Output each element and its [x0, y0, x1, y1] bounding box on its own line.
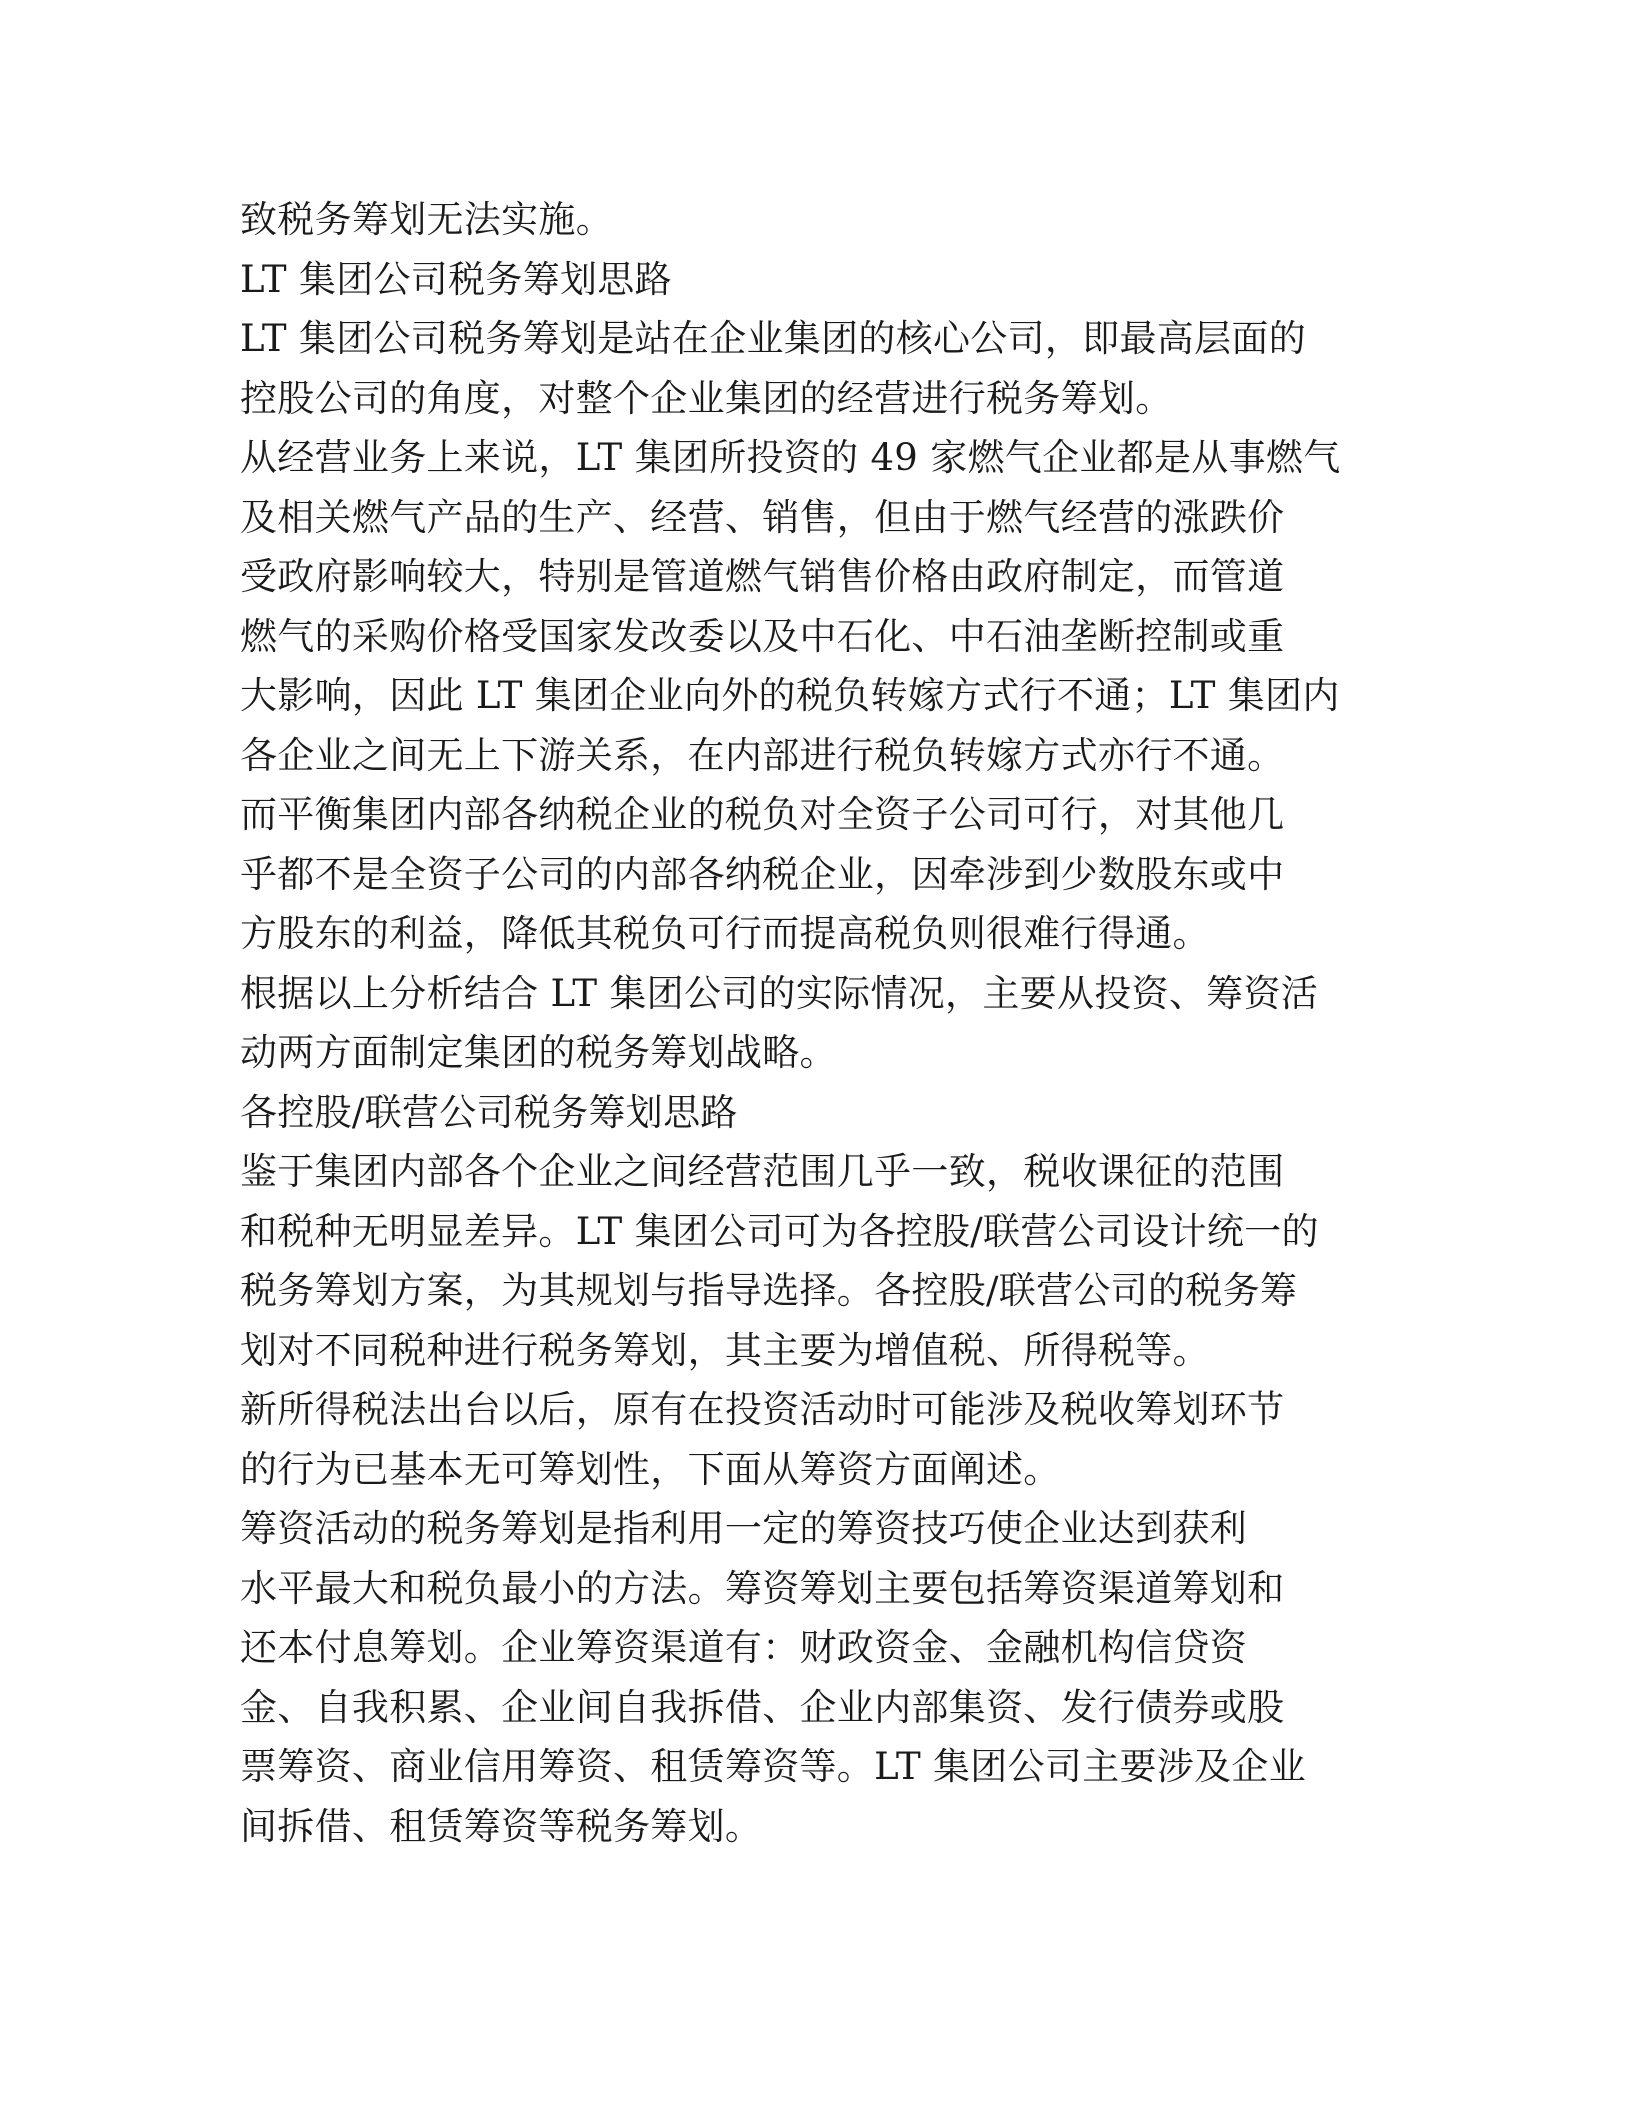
text-line: 间拆借、租赁筹资等税务筹划。	[240, 1804, 763, 1848]
text-line: 动两方面制定集团的税务筹划战略。	[240, 1031, 837, 1074]
text-line: 而平衡集团内部各纳税企业的税负对全资子公司可行，对其他几	[240, 793, 1285, 836]
section-heading: LT 集团公司税务筹划思路	[240, 257, 672, 301]
text-line: 大影响，因此 LT 集团企业向外的税负转嫁方式行不通；LT 集团内	[240, 674, 1340, 717]
text-line: 的行为已基本无可筹划性，下面从筹资方面阐述。	[240, 1447, 1061, 1491]
text-line: 及相关燃气产品的生产、经营、销售，但由于燃气经营的涨跌价	[240, 495, 1285, 539]
text-line: 筹资活动的税务筹划是指利用一定的筹资技巧使企业达到获利	[240, 1507, 1248, 1550]
text-line: 致税务筹划无法实施。	[240, 198, 613, 241]
text-line: 票筹资、商业信用筹资、租赁筹资等。LT 集团公司主要涉及企业	[240, 1745, 1306, 1788]
text-line: 水平最大和税负最小的方法。筹资筹划主要包括筹资渠道筹划和	[240, 1566, 1285, 1610]
document-body	[240, 190, 1400, 1856]
section-heading: 各控股/联营公司税务筹划思路	[240, 1090, 738, 1134]
text-line: 燃气的采购价格受国家发改委以及中石化、中石油垄断控制或重	[240, 614, 1285, 658]
text-line: 乎都不是全资子公司的内部各纳税企业，因牵涉到少数股东或中	[240, 852, 1285, 896]
text-line: 根据以上分析结合 LT 集团公司的实际情况，主要从投资、筹资活	[240, 971, 1319, 1015]
text-line: 还本付息筹划。企业筹资渠道有：财政资金、金融机构信贷资	[240, 1626, 1248, 1669]
text-line: LT 集团公司税务筹划是站在企业集团的核心公司，即最高层面的	[240, 317, 1306, 360]
text-line: 各企业之间无上下游关系，在内部进行税负转嫁方式亦行不通。	[240, 733, 1285, 777]
text-line: 和税种无明显差异。LT 集团公司可为各控股/联营公司设计统一的	[240, 1209, 1319, 1253]
text-line: 控股公司的角度，对整个企业集团的经营进行税务筹划。	[240, 376, 1173, 420]
text-line: 新所得税法出台以后，原有在投资活动时可能涉及税收筹划环节	[240, 1388, 1285, 1431]
text-line: 受政府影响较大，特别是管道燃气销售价格由政府制定，而管道	[240, 555, 1285, 598]
text-line: 税务筹划方案，为其规划与指导选择。各控股/联营公司的税务筹	[240, 1269, 1298, 1312]
text-line: 从经营业务上来说，LT 集团所投资的 49 家燃气企业都是从事燃气	[240, 436, 1341, 479]
text-line: 鉴于集团内部各个企业之间经营范围几乎一致，税收课征的范围	[240, 1150, 1285, 1193]
text-line: 方股东的利益，降低其税负可行而提高税负则很难行得通。	[240, 912, 1210, 955]
text-line: 划对不同税种进行税务筹划，其主要为增值税、所得税等。	[240, 1328, 1210, 1372]
text-line: 金、自我积累、企业间自我拆借、企业内部集资、发行债券或股	[240, 1685, 1285, 1729]
